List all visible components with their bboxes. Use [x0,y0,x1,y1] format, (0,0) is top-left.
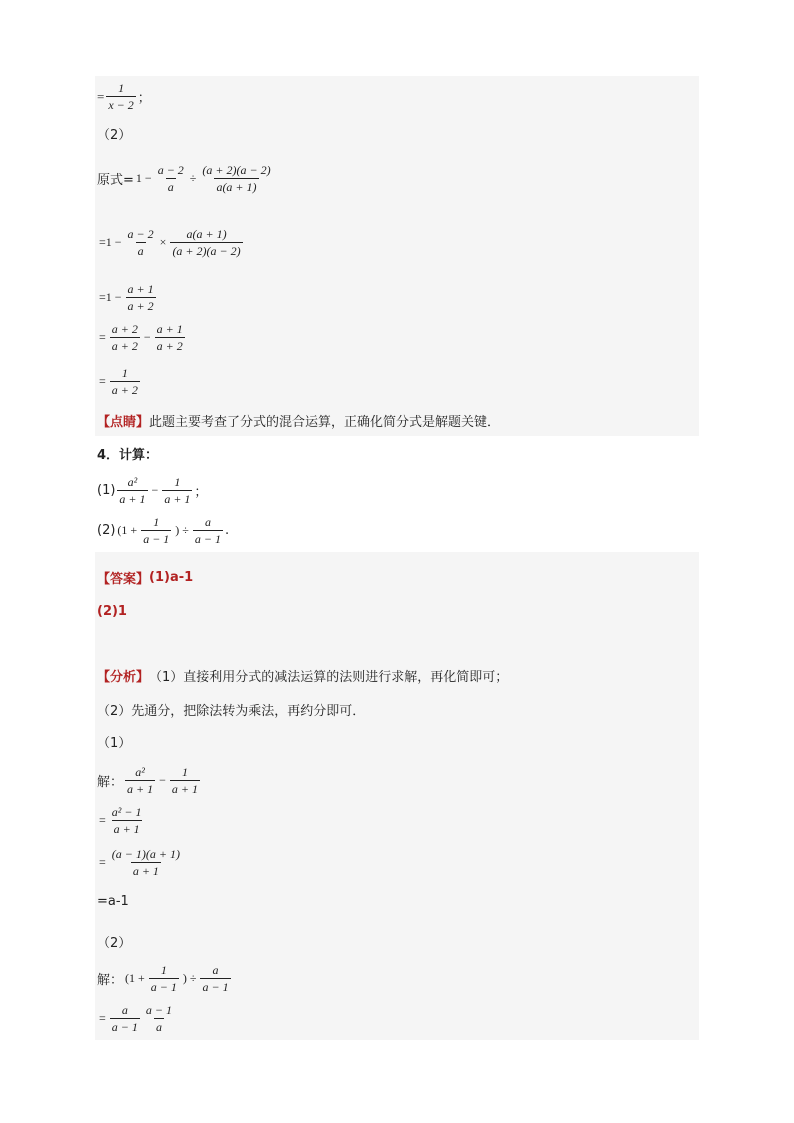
solution-block-1 [95,76,699,436]
fraction: $\frac{1}{a - 1}$ [150,963,177,994]
part-1-label: （1） [97,736,132,751]
fraction: $\frac{1}{a - 1}$ [143,515,170,546]
solution-1-step-2: = $\frac{(a - 1)(a + 1)}{a + 1}$ [99,847,180,878]
solution-1-result: =a-1 [97,894,129,909]
step-3: =1 − $\frac{a + 1}{a + 2}$ [99,282,154,313]
fraction: $\frac{a - 2}{a}$ [157,163,184,194]
fraction: $\frac{1}{x - 2}$ [108,81,134,112]
solution-1-start: 解： $\frac{\text{a²}}{a + 1}$ − $\frac{1}{a + 1}$ [97,765,199,796]
comment-line [97,411,500,430]
fraction: $\frac{1}{a + 1}$ [171,765,199,796]
answer-block [95,552,699,1040]
part-2-label: （2） [97,128,132,143]
comment-text: 此题主要考查了分式的混合运算，正确化简分式是解题关键． [149,415,501,430]
analysis-line-1: 【分析】 （1）直接利用分式的减法运算的法则进行求解，再化简即可； [97,666,508,685]
step-5: = $\frac{1}{a + 2}$ [99,366,138,397]
solution-2-step-1: = $\frac{a}{a - 1}$ $\frac{a - 1}{a}$ [99,1003,172,1034]
eq-sign: = [97,88,105,104]
comment-tag: 【点睛】 [97,415,150,430]
fraction: $\frac{a - 2}{a}$ [127,227,154,258]
solution-1-step-1: = $\frac{\text{a² − 1}}{a + 1}$ [99,805,142,836]
fraction: $\frac{a + 1}{a + 2}$ [156,322,183,353]
fraction: $\frac{\text{a² − 1}}{a + 1}$ [111,805,142,836]
step-4: = $\frac{a + 2}{a + 2}$ − $\frac{a + 1}{a + 2}$ [99,322,183,353]
fraction: $\frac{\text{a²}}{a + 1}$ [119,475,146,506]
answer-line-2: (2)1 [97,604,127,619]
fraction: $\frac{a - 1}{a}$ [145,1003,172,1034]
fraction: $\frac{\text{a²}}{a + 1}$ [127,765,154,796]
question-title: 4．计算： [97,448,159,463]
question-block [95,436,699,552]
question-2: (2) (1 + $\frac{1}{a - 1}$ ) ÷ $\frac{a}{a - 1}$ . [97,515,230,546]
fraction: $\frac{1}{a + 1}$ [164,475,191,506]
original-expression: 原式= 1 − $\frac{a - 2}{a}$ ÷ $\frac{(a + 2)(a - 2)}{a(a + 1)}$ [97,163,271,194]
question-1: (1) $\frac{\text{a²}}{a + 1}$ − $\frac{1}{a + 1}$ ； [97,475,208,506]
answer-tag: 【答案】 [97,572,150,587]
answer-line-1: 【答案】 (1)a-1 [97,570,194,587]
fraction: $\frac{a}{a - 1}$ [194,515,221,546]
analysis-tag: 【分析】 [97,670,150,685]
fraction: $\frac{a}{a - 1}$ [111,1003,138,1034]
step-result-x: = $\frac{1}{x - 2}$ ； [97,81,151,112]
fraction: $\frac{a + 1}{a + 2}$ [127,282,154,313]
solution-2-start: 解： (1 + $\frac{1}{a - 1}$ ) ÷ $\frac{a}{a - 1}$ [97,963,229,994]
fraction: $\frac{1}{a + 2}$ [111,366,138,397]
fraction: $\frac{(a - 1)(a + 1)}{a + 1}$ [111,847,180,878]
step-2: =1 − $\frac{a - 2}{a}$ × $\frac{a(a + 1)}{(a + 2)(a - 2)}$ [99,227,241,258]
part-2-label-b: （2） [97,936,132,951]
fraction: $\frac{a + 2}{a + 2}$ [111,322,138,353]
fraction: $\frac{a(a + 1)}{(a + 2)(a - 2)}$ [172,227,241,258]
fraction: $\frac{(a + 2)(a - 2)}{a(a + 1)}$ [202,163,271,194]
fraction: $\frac{a}{a - 1}$ [202,963,229,994]
analysis-line-2: （2）先通分，把除法转为乘法，再约分即可． [97,704,366,719]
